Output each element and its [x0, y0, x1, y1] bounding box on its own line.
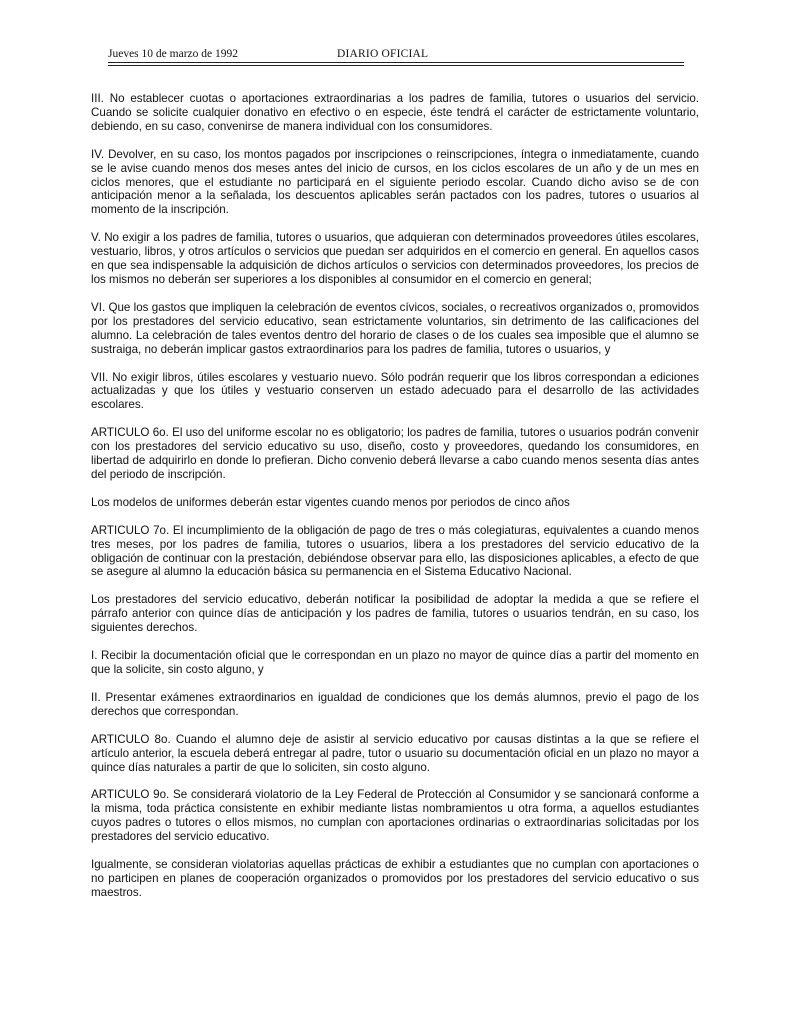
- paragraph-fraction-v: V. No exigir a los padres de familia, tutores o usuarios, que adquieran con determinados proveedores útiles escolares, vestuario, libros, y otros artículos o servicios que puedan ser adquiridos en el comercio en general. En aquellos casos en que sea indispensable la adquisición de dichos artículos o servicios con determinados proveedores, los precios de los mismos no deberán ser superiores a los disponibles al consumidor en el comercio en general;: [91, 231, 699, 286]
- page-header: [108, 47, 684, 61]
- paragraph-fraction-iii: III. No establecer cuotas o aportaciones extraordinarias a los padres de familia, tutores o usuarios del servicio. Cuando se solicite cualquier donativo en efectivo o en especie, éste tendrá el carácter de estrictamente voluntario, debiendo, en su caso, convenirse de manera individual con los consumidores.: [91, 92, 699, 133]
- paragraph-notification: Los prestadores del servicio educativo, deberán notificar la posibilidad de adoptar la medida a que se refiere el párrafo anterior con quince días de anticipación y los padres de familia, tutores o usuarios tendrán, en su caso, los siguientes derechos.: [91, 593, 699, 635]
- paragraph-fraction-vii: VII. No exigir libros, útiles escolares y vestuario nuevo. Sólo podrán requerir que los libros correspondan a ediciones actualizadas y que los útiles y vestuario conserven un estado adecuado para el desarrollo de las actividades escolares.: [91, 370, 699, 412]
- paragraph-articulo-7: ARTICULO 7o. El incumplimiento de la obligación de pago de tres o más colegiaturas, equivalentes a cuando menos tres meses, por los padres de familia, tutores o usuarios, libera a los prestadores del servicio educativo de la obligación de continuar con la prestación, debiéndose observar para ello, las disposiciones aplicables, a efecto de que se asegure al alumno la educación básica su permanencia en el Sistema Educativo Nacional.: [91, 523, 699, 579]
- paragraph-fraction-iv: IV. Devolver, en su caso, los montos pagados por inscripciones o reinscripciones, íntegra o inmediatamente, cuando se le avise cuando menos dos meses antes del inicio de cursos, en los ciclos escolares de un año y de un mes en ciclos menores, que el estudiante no participará en el siguiente periodo escolar. Cuando dicho aviso se de con anticipación menor a la señalada, los descuentos aplicables serán pactados con los padres, tutores o usuarios al momento de la inscripción.: [91, 147, 699, 217]
- header-date: Jueves 10 de marzo de 1992: [108, 48, 238, 60]
- paragraph-articulo-8: ARTICULO 8o. Cuando el alumno deje de asistir al servicio educativo por causas distintas a la que se refiere el artículo anterior, la escuela deberá entregar al padre, tutor o usuario su documentación oficial en un plazo no mayor a quince días naturales a partir de que lo soliciten, sin costo alguno.: [91, 732, 699, 774]
- paragraph-fraction-vi: VI. Que los gastos que impliquen la celebración de eventos cívicos, sociales, o recreativos organizados o, promovidos por los prestadores del servicio educativo, sean estrictamente voluntarios, sin detrimento de las calificaciones del alumno. La celebración de tales eventos dentro del horario de clases o de los cuales sea imposible que el alumno se sustraiga, no deberán implicar gastos extraordinarios para los padres de familia, tutores o usuarios, y: [91, 300, 699, 356]
- header-rule-top: [108, 62, 684, 63]
- paragraph-closing: Igualmente, se consideran violatorias aquellas prácticas de exhibir a estudiantes que no cumplan con aportaciones o no participen en planes de cooperación organizados o promovidos por los prestadores del servicio educativo o sus maestros.: [91, 858, 699, 899]
- header-journal-title: DIARIO OFICIAL: [337, 48, 429, 60]
- paragraph-right-i: I. Recibir la documentación oficial que le correspondan en un plazo no mayor de quince días a partir del momento en que la solicite, sin costo alguno, y: [91, 649, 699, 676]
- paragraph-articulo-9: ARTICULO 9o. Se considerará violatorio de la Ley Federal de Protección al Consumidor y se sancionará conforme a la misma, toda práctica consistente en exhibir mediante listas nombramientos u otra forma, a aquellos estudiantes cuyos padres o tutores o ellos mismos, no cumplan con aportaciones ordinarias o extraordinarias solicitadas por los prestadores del servicio educativo.: [91, 788, 699, 844]
- document-body: [91, 92, 699, 914]
- paragraph-articulo-6: ARTICULO 6o. El uso del uniforme escolar no es obligatorio; los padres de familia, tutores o usuarios podrán convenir con los prestadores del servicio educativo su uso, diseño, costo y proveedores, quedando los consumidores, en libertad de adquirirlo en donde lo prefieran. Dicho convenio deberá llevarse a cabo cuando menos sesenta días antes del periodo de inscripción.: [91, 426, 699, 481]
- paragraph-right-ii: II. Presentar exámenes extraordinarios en igualdad de condiciones que los demás alumnos, previo el pago de los derechos que correspondan.: [91, 690, 699, 718]
- header-rule-bottom: [108, 65, 684, 66]
- paragraph-uniform-models: Los modelos de uniformes deberán estar vigentes cuando menos por periodos de cinco años: [91, 495, 570, 509]
